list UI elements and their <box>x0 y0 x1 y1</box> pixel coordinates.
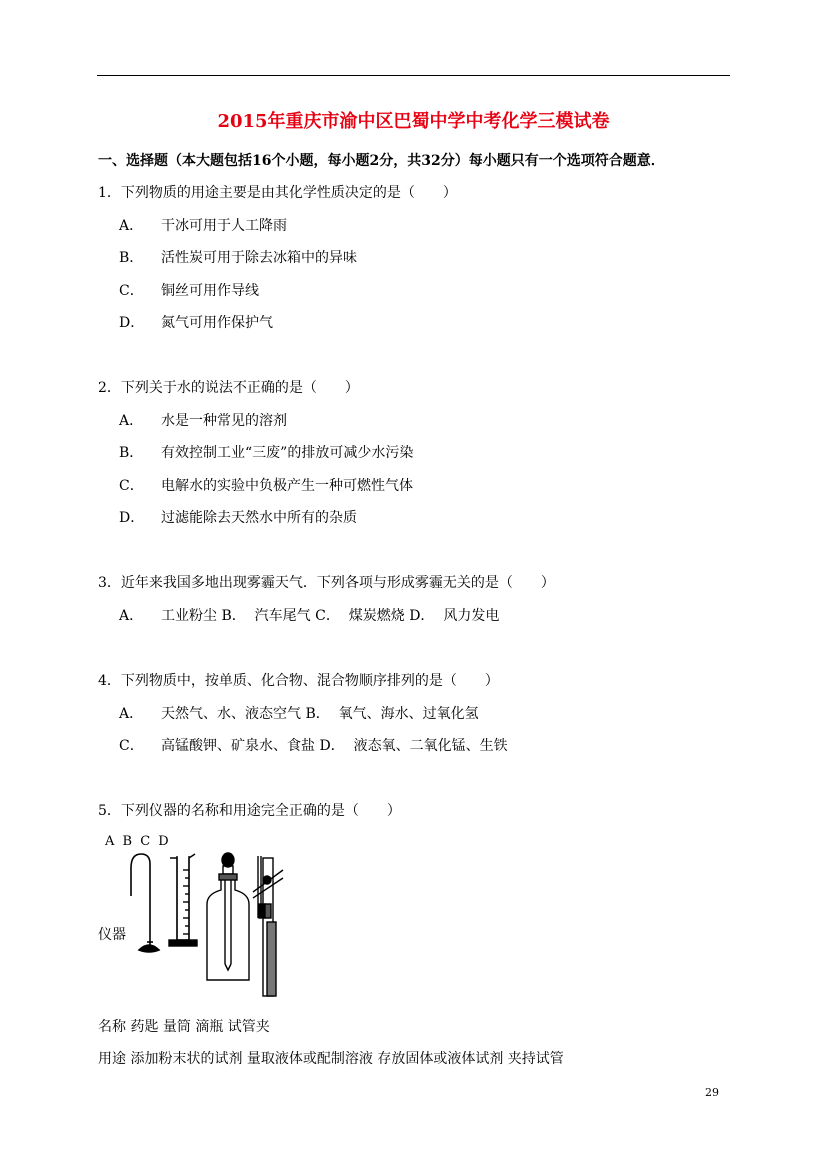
option-label: B． <box>305 706 330 722</box>
option-text: 活性炭可用于除去冰箱中的异味 <box>161 250 357 266</box>
option-text: 液态氧、二氧化锰、生铁 <box>353 738 508 754</box>
option-text: 水是一种常见的溶剂 <box>161 413 287 429</box>
question-3-stem: 3．近年来我国多地出现雾霾天气．下列各项与形成雾霾无关的是（ ） <box>98 575 555 591</box>
question-5-stem: 5．下列仪器的名称和用途完全正确的是（ ） <box>98 803 401 819</box>
option-text: 风力发电 <box>443 608 500 624</box>
option-text: 铜丝可用作导线 <box>161 283 259 299</box>
spoon-icon <box>131 854 159 952</box>
question-1-option-a <box>119 215 287 235</box>
question-4-stem: 4．下列物质中，按单质、化合物、混合物顺序排列的是（ ） <box>98 673 499 689</box>
question-1-stem: 1．下列物质的用途主要是由其化学性质决定的是（ ） <box>98 185 457 201</box>
section-heading: 一、选择题（本大题包括16个小题，每小题2分，共32分）每小题只有一个选项符合题意． <box>98 153 665 169</box>
option-label: D． <box>319 738 345 754</box>
question-3-options <box>119 605 499 625</box>
option-label: D． <box>119 315 145 331</box>
graduated-cylinder-icon <box>169 854 197 946</box>
option-label: A． <box>119 706 144 722</box>
option-text: 电解水的实验中负极产生一种可燃性气体 <box>161 478 413 494</box>
option-text: 高锰酸钾、矿泉水、食盐 <box>161 738 315 754</box>
option-label: D． <box>409 608 435 624</box>
option-label: C． <box>119 478 144 494</box>
question-2-option-c <box>119 475 413 495</box>
option-label: B． <box>221 608 246 624</box>
uses-row: 用途 添加粉末状的试剂 量取液体或配制溶液 存放固体或液体试剂 夹持试管 <box>98 1051 564 1067</box>
option-label: B． <box>119 445 144 461</box>
option-label: C． <box>119 283 144 299</box>
option-text: 氧气、海水、过氧化氢 <box>338 706 479 722</box>
question-1-option-c <box>119 280 259 300</box>
column-letters: A B C D <box>105 834 171 849</box>
option-text: 煤炭燃烧 <box>348 608 405 624</box>
names-row: 名称 药匙 量筒 滴瓶 试管夹 <box>98 1019 270 1035</box>
question-1-option-d <box>119 312 273 332</box>
option-label: A． <box>119 608 144 624</box>
question-2-option-a <box>119 410 287 430</box>
question-2-option-d <box>119 507 357 527</box>
option-text: 干冰可用于人工降雨 <box>161 218 287 234</box>
option-text: 汽车尾气 <box>254 608 311 624</box>
question-2-stem: 2．下列关于水的说法不正确的是（ ） <box>98 380 359 396</box>
question-2-option-b <box>119 442 413 462</box>
question-1-option-b <box>119 247 357 267</box>
question-4-options-cd <box>119 735 508 755</box>
option-text: 过滤能除去天然水中所有的杂质 <box>161 510 357 526</box>
option-label: D． <box>119 510 145 526</box>
option-label: A． <box>119 218 144 234</box>
dropping-bottle-icon <box>207 853 249 980</box>
row-label-instrument: 仪器 <box>98 927 126 943</box>
question-4-options-ab <box>119 703 479 723</box>
page-title: 2015年重庆市渝中区巴蜀中学中考化学三模试卷 <box>217 111 610 132</box>
instrument-figure <box>127 852 287 998</box>
header-rule <box>97 75 730 76</box>
page-number: 29 <box>705 1086 719 1099</box>
option-text: 天然气、水、液态空气 <box>161 706 301 722</box>
test-tube-clamp-icon <box>253 856 283 996</box>
option-text: 有效控制工业“三废”的排放可减少水污染 <box>161 445 414 461</box>
option-label: B． <box>119 250 144 266</box>
option-label: A． <box>119 413 144 429</box>
option-text: 工业粉尘 <box>161 608 217 624</box>
option-label: C． <box>315 608 340 624</box>
option-label: C． <box>119 738 144 754</box>
option-text: 氮气可用作保护气 <box>161 315 273 331</box>
